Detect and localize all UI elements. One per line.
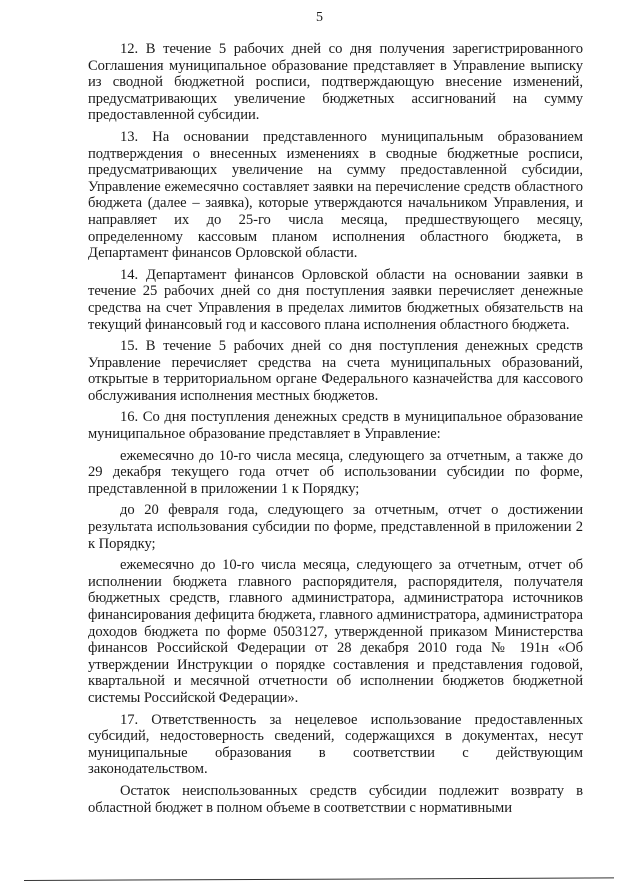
paragraph-14: 14. Департамент финансов Орловской области на основании заявки в течение 25 рабочих дней со дня поступления заявки перечисляет денежные средства на счет Управления в пределах лимитов бюджетных обязательств на текущий финансовый год и кассового плана исполнения областного бюджета. (88, 266, 583, 333)
paragraph-12: 12. В течение 5 рабочих дней со дня получения зарегистрированного Соглашения муниципальное образование представляет в Управление выписку из сводной бюджетной росписи, подтверждающую внесение изменений, предусматривающих увеличение бюджетных ассигнований на сумму предоставленной субсидии. (88, 41, 583, 124)
paragraph-15: 15. В течение 5 рабочих дней со дня поступления денежных средств Управление перечисляет средства на счета муниципальных образований, открытые в территориальном органе Федерального казначейства для кассового обслуживания исполнения местных бюджетов. (88, 338, 583, 404)
paragraph-16: 16. Со дня поступления денежных средств в муниципальное образование муниципальное образование представляет в Управление: (88, 409, 583, 443)
paragraph-16-item-budget-report: ежемесячно до 10-го числа месяца, следующего за отчетным, отчет об исполнении бюджета главного распорядителя, распорядителя, получателя бюджетных средств, главного администратора, администратора источников финансирования дефицита бюджета, главного администратора, администратора доходов бюджета по форме 0503127, утвержденной приказом Министерства финансов Российской Федерации от 28 декабря 2010 года № 191н «Об утверждении Инструкции о порядке составления и представления годовой, квартальной и месячной отчетности об исполнении бюджетов бюджетной системы Российской Федерации». (88, 557, 583, 706)
paragraph-17: 17. Ответственность за нецелевое использование предоставленных субсидий, недостоверность сведений, содержащихся в документах, несут муниципальные образования в соответствии с действующим законодательством. (88, 711, 583, 778)
page-number: 5 (316, 10, 323, 25)
scan-edge-line (24, 877, 614, 881)
document-body (88, 41, 583, 816)
paragraph-13: 13. На основании представленного муниципальным образованием подтверждения о внесенных изменениях в сводные бюджетные росписи, предусматривающих увеличение на сумму предоставленной субсидии, Управление ежемесячно составляет заявки на перечисление средств областного бюджета (далее – заявка), которые утверждаются начальником Управления, и направляет их до 25-го числа месяца, предшествующего месяцу, определенному кассовым планом исполнения областного бюджета, в Департамент финансов Орловской области. (88, 128, 583, 262)
paragraph-17-remainder: Остаток неиспользованных средств субсидии подлежит возврату в областной бюджет в полном объеме в соответствии с нормативными (88, 782, 583, 816)
paragraph-16-item-monthly-report: ежемесячно до 10-го числа месяца, следующего за отчетным, а также до 29 декабря текущего года отчет об использовании субсидии по форме, представленной в приложении 1 к Порядку; (88, 447, 583, 497)
paragraph-16-item-annual-report: до 20 февраля года, следующего за отчетным, отчет о достижении результата использования субсидии по форме, представленной в приложении 2 к Порядку; (88, 502, 583, 552)
